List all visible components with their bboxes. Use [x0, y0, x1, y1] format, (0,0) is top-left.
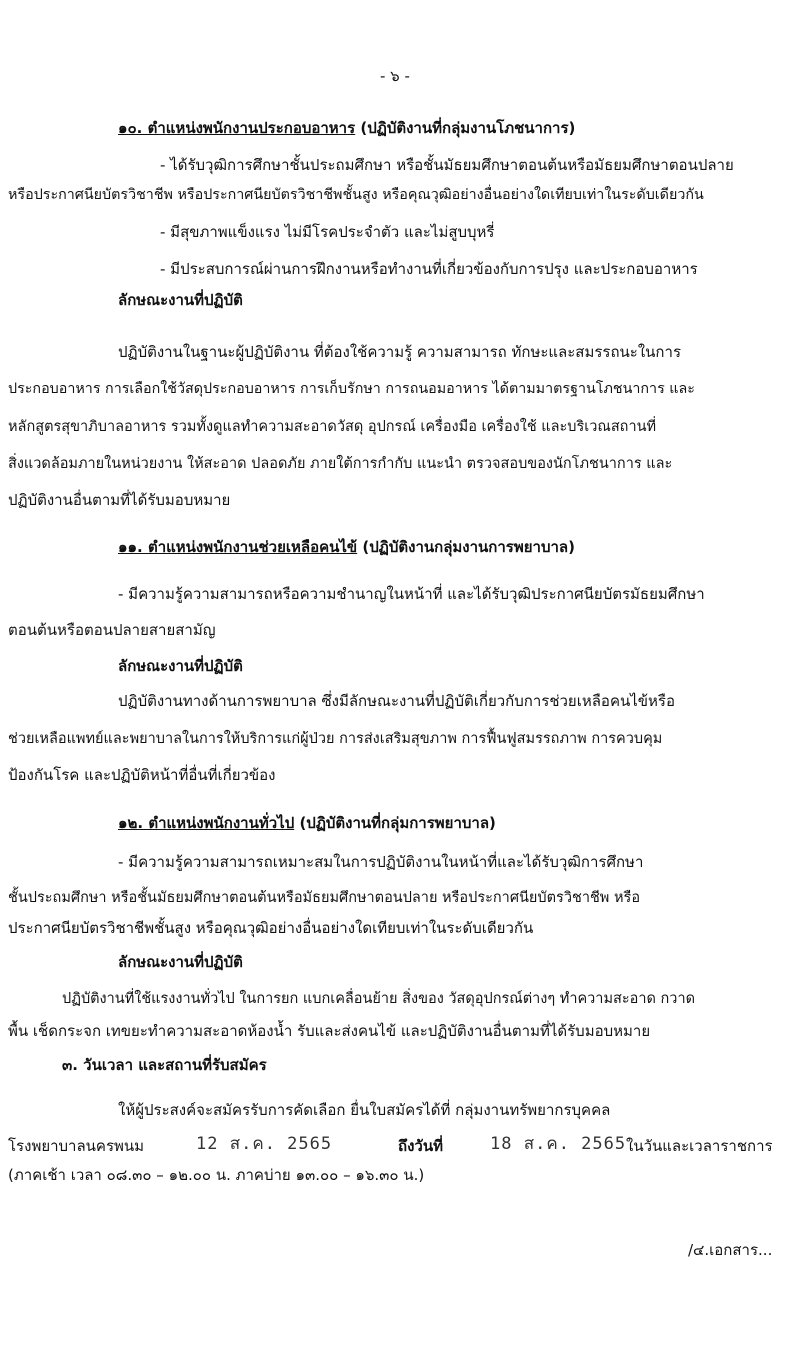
section-11-heading — [118, 537, 575, 557]
section-3-hospital: โรงพยาบาลนครพนม — [8, 1137, 145, 1155]
section-12-workplace: (ปฏิบัติงานที่กลุ่มการพยาบาล) — [294, 814, 496, 832]
section-11-duty-line: ปฏิบัติงานทางด้านการพยาบาล ซึ่งมีลักษณะงานที่ปฏิบัติเกี่ยวกับการช่วยเหลือคนไข้หรือ — [118, 692, 675, 710]
date-to-stamp: 18 ส.ค. 2565 — [490, 1134, 627, 1154]
date-from-stamp: 12 ส.ค. 2565 — [196, 1134, 333, 1154]
section-10-heading — [118, 118, 575, 138]
section-11-qualification-1a: - มีความรู้ความสามารถหรือความชำนาญในหน้าที่ และได้รับวุฒิประกาศนียบัตรมัธยมศึกษา — [118, 585, 705, 603]
section-10-duty-heading: ลักษณะงานที่ปฏิบัติ — [118, 291, 243, 309]
section-3-heading: ๓. วันเวลา และสถานที่รับสมัคร — [62, 1056, 267, 1074]
section-11-duty-line: ป้องกันโรค และปฏิบัติหน้าที่อื่นที่เกี่ยวข้อง — [8, 766, 276, 784]
section-12-qualification-line: ชั้นประถมศึกษา หรือชั้นมัธยมศึกษาตอนต้นหรือมัธยมศึกษาตอนปลาย หรือประกาศนียบัตรวิชาชีพ หรือ — [8, 890, 641, 906]
section-10-duty-line: ปฏิบัติงานในฐานะผู้ปฏิบัติงาน ที่ต้องใช้ความรู้ ความสามารถ ทักษะและสมรรถนะในการ — [118, 343, 681, 361]
section-10-qualification-1a: - ได้รับวุฒิการศึกษาชั้นประถมศึกษา หรือชั้นมัธยมศึกษาตอนต้นหรือมัธยมศึกษาตอนปลาย — [160, 156, 734, 174]
section-12-duty-heading: ลักษณะงานที่ปฏิบัติ — [118, 953, 243, 971]
section-12-duty-line: ปฏิบัติงานที่ใช้แรงงานทั่วไป ในการยก แบกเคลื่อนย้าย สิ่งของ วัสดุอุปกรณ์ต่างๆ ทำความสะอาด กวาด — [62, 991, 696, 1007]
section-11-duty-heading: ลักษณะงานที่ปฏิบัติ — [118, 657, 243, 675]
section-10-title: ๑๐. ตำแหน่งพนักงานประกอบอาหาร — [118, 119, 356, 137]
section-11-duty-line: ช่วยเหลือแพทย์และพยาบาลในการให้บริการแก่ผู้ป่วย การส่งเสริมสุขภาพ การฟื้นฟูสมรรถภาพ การควบคุม — [8, 731, 663, 747]
section-10-duty-line: ประกอบอาหาร การเลือกใช้วัสดุประกอบอาหาร การเก็บรักษา การถนอมอาหาร ได้ตามมาตรฐานโภชนาการ และ — [8, 381, 695, 397]
section-12-qualification-line: ประกาศนียบัตรวิชาชีพชั้นสูง หรือคุณวุฒิอย่างอื่นอย่างใดเทียบเท่าในระดับเดียวกัน — [8, 919, 534, 937]
section-10-duty-line: หลักสูตรสุขาภิบาลอาหาร รวมทั้งดูแลทำความสะอาดวัสดุ อุปกรณ์ เครื่องมือ เครื่องใช้ และบริเวณสถานที่ — [8, 419, 657, 435]
section-10-qualification-3: - มีประสบการณ์ผ่านการฝึกงานหรือทำงานที่เกี่ยวข้องกับการปรุง และประกอบอาหาร — [160, 260, 698, 278]
section-10-workplace: (ปฏิบัติงานที่กลุ่มงานโภชนาการ) — [355, 119, 576, 137]
section-10-duty-line: สิ่งแวดล้อมภายในหน่วยงาน ให้สะอาด ปลอดภัย ภายใต้การกำกับ แนะนำ ตรวจสอบของนักโภชนาการ และ — [8, 456, 673, 472]
continuation-marker: /๔.เอกสาร... — [688, 1241, 773, 1259]
section-11-workplace: (ปฏิบัติงานกลุ่มงานการพยาบาล) — [357, 538, 575, 556]
section-3-line-1: ให้ผู้ประสงค์จะสมัครรับการคัดเลือก ยื่นใบสมัครได้ที่ กลุ่มงานทรัพยากรบุคคล — [118, 1101, 611, 1119]
section-11-qualification-1b: ตอนต้นหรือตอนปลายสายสามัญ — [8, 621, 216, 639]
section-12-duty-line: พื้น เช็ดกระจก เทขยะทำความสะอาดห้องน้ำ รับและส่งคนไข้ และปฏิบัติงานอื่นตามที่ได้รับมอบหมาย — [8, 1022, 651, 1040]
section-10-duty-line: ปฏิบัติงานอื่นตามที่ได้รับมอบหมาย — [8, 491, 231, 509]
section-12-qualification-line: - มีความรู้ความสามารถเหมาะสมในการปฏิบัติงานในหน้าที่และได้รับวุฒิการศึกษา — [118, 853, 644, 871]
page-number: - ๖ - — [380, 67, 410, 85]
office-hours: (ภาคเช้า เวลา ๐๘.๓๐ – ๑๒.๐๐ น. ภาคบ่าย ๑๓.๐๐ – ๑๖.๓๐ น.) — [8, 1166, 425, 1184]
date-to-label: ถึงวันที่ — [398, 1137, 443, 1155]
section-10-qualification-2: - มีสุขภาพแข็งแรง ไม่มีโรคประจำตัว และไม่สูบบุหรี่ — [160, 223, 495, 241]
section-10-qualification-1b: หรือประกาศนียบัตรวิชาชีพ หรือประกาศนียบัตรวิชาชีพชั้นสูง หรือคุณวุฒิอย่างอื่นอย่างใดเทียบเท่าในระดับเดียวกัน — [8, 187, 704, 203]
section-11-title: ๑๑. ตำแหน่งพนักงานช่วยเหลือคนไข้ — [118, 538, 358, 556]
section-12-heading — [118, 813, 496, 833]
section-12-title: ๑๒. ตำแหน่งพนักงานทั่วไป — [118, 814, 295, 832]
official-hours-label: ในวันและเวลาราชการ — [626, 1137, 773, 1155]
